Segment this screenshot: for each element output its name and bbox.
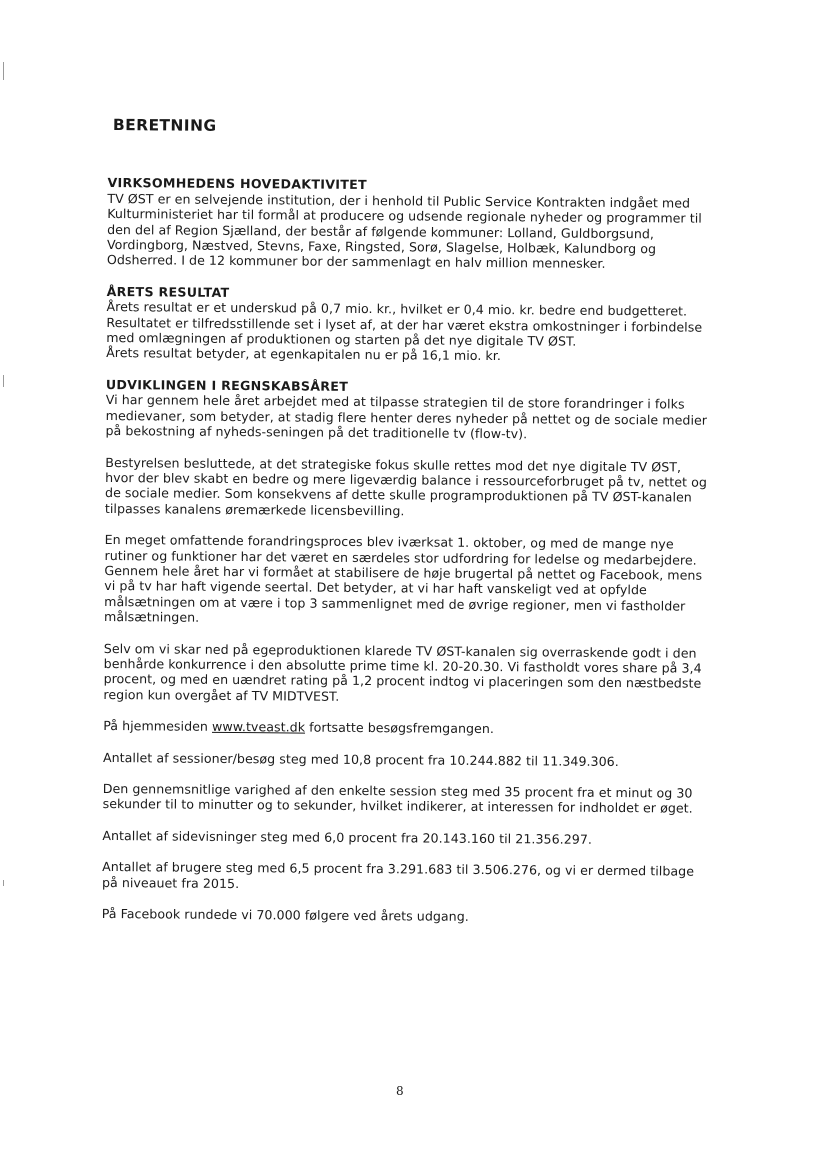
section-heading: UDVIKLINGEN I REGNSKABSÅRET	[105, 376, 349, 394]
section-text: TV ØST er en selvejende institution, der i henhold til Public Service Kontrakten indgået med Kulturministeriet har til formål at producere og udsende regionale nyheder og programmer til den del af Region Sjælland, der består af følgende kommuner: Lolland, Guldborgsund, Vordingborg, Næstved, Stevns, Faxe, Ringsted, Sorø, Slagelse, Holbæk, Kalundborg og Odsherred. I de 12 kommuner bor der sammenlagt en halv million mennesker.	[106, 190, 702, 272]
section-udviklingen	[102, 377, 710, 926]
paragraph: Antallet af sidevisninger steg med 6,0 procent fra 20.143.160 til 21.356.297.	[102, 827, 593, 847]
paragraph: Den gennemsnitlige varighed af den enkelte session steg med 35 procent fra et minut og 30 sekunder til to minutter og to sekunder, hvilket indikerer, at interessen for indholdet er øget.	[102, 780, 693, 817]
paragraph: En meget omfattende forandringsproces blev iværksat 1. oktober, og med de mange nye rutiner og funktioner har det været en særdeles stor udfordring for ledelse og medarbejdere. Gennem hele året har vi formået at stabilisere de høje brugertal på nettet og Facebook, mens vi på tv har haft vigende seertal. Det betyder, at vi har haft vanskeligt ved at opfylde målsætningen om at være i top 3 sammenlignet med de øvrige regioner, men vi fastholder målsætningen.	[104, 532, 703, 625]
section-resultat	[106, 284, 711, 366]
section-text: Årets resultat betyder, at egenkapitalen nu er på 16,1 mio. kr.	[106, 345, 501, 364]
page-number: 8	[396, 1084, 404, 1098]
paragraph-text: På hjemmesiden	[103, 718, 213, 735]
section-hovedaktivitet	[107, 175, 712, 272]
page-title: BERETNING	[112, 116, 217, 135]
paragraph: Bestyrelsen besluttede, at det strategiske fokus skulle rettes mod det nye digitale TV ØST, hvor der blev skabt en bedre og mere ligeværdig balance i ressourceforbruget på tv, nettet og de sociale medier. Som konsekvens af dette skulle programproduktionen på TV ØST-kanalen tilpasses kanalens øremærkede licensbevilling.	[104, 454, 707, 519]
section-heading: ÅRETS RESULTAT	[106, 283, 230, 300]
scan-artifact	[3, 62, 4, 80]
website-link[interactable]: www.tveast.dk	[211, 719, 306, 735]
scan-artifact	[3, 880, 4, 886]
paragraph-text: fortsatte besøgsfremgangen.	[305, 719, 495, 737]
document-page	[102, 118, 712, 942]
paragraph: Antallet af brugere steg med 6,5 procent fra 3.291.683 til 3.506.276, og vi er dermed tilbage på niveauet fra 2015.	[101, 859, 695, 891]
paragraph: Vi har gennem hele året arbejdet med at tilpasse strategien til de store forandringer i folks medievaner, som betyder, at stadig flere henter deres nyheder på nettet og de sociale medier på bekostning af nyheds-seningen på det traditionelle tv (flow-tv).	[105, 392, 708, 442]
paragraph	[103, 718, 707, 738]
paragraph: Selv om vi skar ned på egeproduktionen klarede TV ØST-kanalen sig overraskende godt i den benhårde konkurrence i den absolutte prime time kl. 20-20.30. Vi fastholdt vores share på 3,4 procent, og med en uændret rating på 1,2 procent indtog vi placeringen som den næstbedste region kun overgået af TV MIDTVEST.	[103, 640, 702, 704]
section-text: Årets resultat er et underskud på 0,7 mio. kr., hvilket er 0,4 mio. kr. bedre end budgetteret. Resultatet er tilfredsstillende set i lyset af, at der har været ekstra omkostninger i forbindelse med omlægningen af produktionen og starten på det nye digitale TV ØST.	[106, 299, 703, 349]
paragraph: Antallet af sessioner/besøg steg med 10,8 procent fra 10.244.882 til 11.349.306.	[102, 749, 619, 769]
paragraph: På Facebook rundede vi 70.000 følgere ved årets udgang.	[101, 906, 469, 924]
scan-artifact	[3, 375, 4, 387]
section-heading: VIRKSOMHEDENS HOVEDAKTIVITET	[107, 175, 368, 193]
